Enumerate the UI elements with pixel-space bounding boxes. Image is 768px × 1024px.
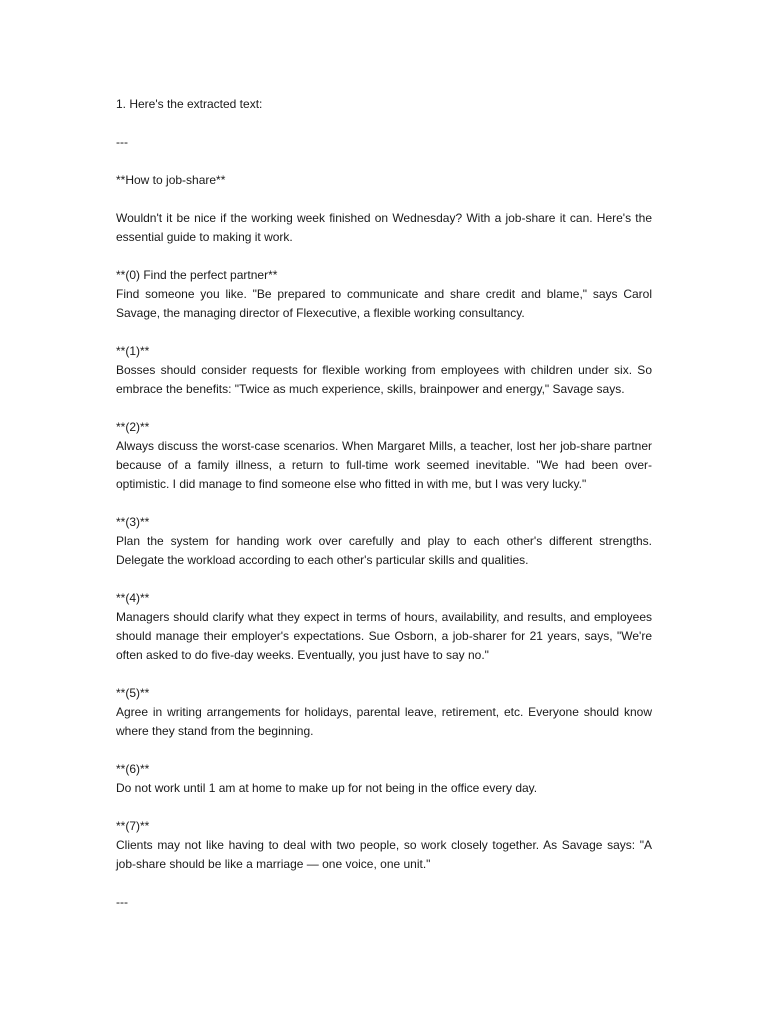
article-title: **How to job-share** — [116, 173, 226, 187]
spacer — [116, 570, 652, 589]
spacer — [116, 798, 652, 817]
section-5 — [116, 684, 652, 741]
section-body: Bosses should consider requests for flexible working from employees with children under six. So embrace the benefits: "Twice as much experience, skills, brainpower and energy," Savage says. — [116, 363, 652, 396]
section-heading: **(7)** — [116, 819, 150, 833]
section-heading: **(3)** — [116, 515, 150, 529]
spacer — [116, 247, 652, 266]
spacer — [116, 190, 652, 209]
spacer — [116, 323, 652, 342]
section-4 — [116, 589, 652, 665]
section-body: Do not work until 1 am at home to make up for not being in the office every day. — [116, 781, 538, 795]
section-body: Always discuss the worst-case scenarios. When Margaret Mills, a teacher, lost her job-share partner because of a family illness, a return to full-time work seemed inevitable. "We had been over-optimistic. I did manage to find someone else who fitted in with me, but I was very lucky." — [116, 439, 652, 491]
intro-line: 1. Here's the extracted text: — [116, 97, 263, 111]
section-0 — [116, 266, 652, 323]
section-6 — [116, 760, 652, 798]
spacer — [116, 399, 652, 418]
spacer — [116, 494, 652, 513]
section-body: Clients may not like having to deal with two people, so work closely together. As Savage says: "A job-share should be like a marriage — one voice, one unit." — [116, 838, 652, 871]
spacer — [116, 665, 652, 684]
section-7 — [116, 817, 652, 874]
section-body: Agree in writing arrangements for holidays, parental leave, retirement, etc. Everyone should know where they stand from the beginning. — [116, 705, 652, 738]
divider-top: --- — [116, 135, 128, 149]
lead-paragraph: Wouldn't it be nice if the working week finished on Wednesday? With a job-share it can. Here's the essential guide to making it work. — [116, 211, 652, 244]
section-heading: **(6)** — [116, 762, 150, 776]
spacer — [116, 874, 652, 893]
section-3 — [116, 513, 652, 570]
section-body: Managers should clarify what they expect in terms of hours, availability, and results, and employees should manage their employer's expectations. Sue Osborn, a job-sharer for 21 years, says, "We're often asked to do five-day weeks. Eventually, you just have to say no." — [116, 610, 652, 662]
section-heading: **(5)** — [116, 686, 150, 700]
spacer — [116, 152, 652, 171]
section-2 — [116, 418, 652, 494]
section-heading: **(4)** — [116, 591, 150, 605]
spacer — [116, 741, 652, 760]
section-heading: **(2)** — [116, 420, 150, 434]
section-body: Plan the system for handing work over carefully and play to each other's different strengths. Delegate the workload according to each other's particular skills and qualities. — [116, 534, 652, 567]
section-heading: **(0) Find the perfect partner** — [116, 268, 278, 282]
spacer — [116, 114, 652, 133]
section-1 — [116, 342, 652, 399]
document-page — [116, 95, 652, 912]
divider-bottom: --- — [116, 895, 128, 909]
section-body: Find someone you like. "Be prepared to communicate and share credit and blame," says Carol Savage, the managing director of Flexecutive, a flexible working consultancy. — [116, 287, 652, 320]
section-heading: **(1)** — [116, 344, 150, 358]
